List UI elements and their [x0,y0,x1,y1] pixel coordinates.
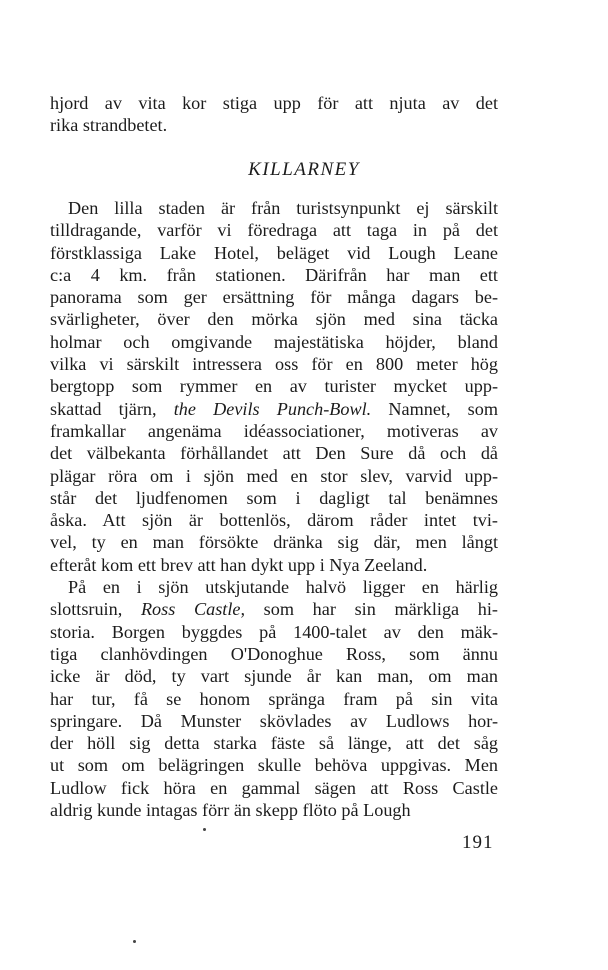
text-line [50,688,498,710]
text-line [50,398,498,420]
text-run: icke är död, ty vart sjunde år kan man, om man [50,666,498,687]
section-heading: KILLARNEY [248,159,360,180]
text-run: c:a 4 km. från stationen. Därifrån har man ett [50,264,498,285]
text-run: tilldragande, varför vi föredraga att taga in på det [50,220,498,241]
text-run: slottsruin, [50,599,141,620]
text-line [50,197,498,219]
text-line [50,331,498,353]
text-run: ut som om belägringen skulle behöva uppgivas. Men [50,755,498,776]
text-line [50,643,498,665]
text-run: bergtopp som rymmer en av turister mycket upp- [50,376,498,397]
text-run: skattad tjärn, [50,398,174,419]
text-line [50,598,498,620]
italic-title: the Devils Punch-Bowl. [173,398,372,419]
text-run: På en i sjön utskjutande halvö ligger en härlig [68,577,498,598]
text-run: plägar röra om i sjön med en stor slev, varvid upp- [50,465,498,486]
text-run: Den lilla staden är från turistsynpunkt ej särskilt [68,198,498,218]
text-line [50,264,498,286]
text-line [50,531,498,553]
text-line [50,576,498,598]
text-line: rika strandbetet. [50,115,168,136]
text-run: Namnet, som [371,398,498,419]
text-line [50,799,498,821]
italic-title: Ross Castle, [140,599,245,620]
intro-paragraph [50,92,498,137]
text-run: framkallar angenäma idéassociationer, motiveras av [50,420,498,441]
text-run: vilka vi särskilt intressera oss för en 800 meter hög [50,354,498,375]
text-line [50,487,498,509]
text-run: förstklassiga Lake Hotel, beläget vid Lough Leane [50,242,498,263]
text-line: hjord av vita kor stiga upp för att njuta av det [50,93,498,113]
text-run: holmar och omgivande majestätiska höjder, bland [50,331,498,352]
text-line [50,621,498,643]
text-run: har tur, få se honom spränga fram på sin vita [50,688,498,709]
text-run: tiga clanhövdingen O'Donoghue Ross, som ännu [50,643,498,664]
text-run: efteråt kom ett brev att han dykt upp i Nya Zeeland. [50,554,428,575]
text-line [50,777,498,799]
text-run: det välbekanta förhållandet att Den Sure då och då [50,443,498,464]
text-run: panorama som ger ersättning för många dagars be- [50,287,498,308]
text-run: der höll sig detta starka fäste så länge, att det såg [50,733,498,754]
text-run: svärligheter, över den mörka sjön med sina täcka [50,309,498,330]
text-run: står det ljudfenomen som i dagligt tal benämnes [50,487,498,508]
text-line [50,242,498,264]
text-run: vel, ty en man försökte dränka sig där, men långt [50,532,498,553]
text-line [50,442,498,464]
text-line [50,375,498,397]
text-line [50,353,498,375]
text-run: springare. Då Munster skövlades av Ludlows hor- [50,710,498,731]
text-line [50,465,498,487]
text-line [50,219,498,241]
text-line [50,420,498,442]
text-run: storia. Borgen byggdes på 1400-talet av den mäk- [50,621,498,642]
body-text [50,197,498,821]
text-line [50,732,498,754]
text-line [50,754,498,776]
page-number: 191 [462,832,494,853]
text-line [50,509,498,531]
text-line [50,308,498,330]
print-speck [133,940,136,943]
text-line [50,286,498,308]
text-run: som har sin märkliga hi- [245,599,498,620]
text-run: aldrig kunde intagas förr än skepp flöto på Lough [50,800,411,821]
text-line [50,710,498,732]
text-line [50,665,498,687]
text-run: åska. Att sjön är bottenlös, därom råder intet tvi- [50,510,498,531]
print-speck [203,828,206,831]
text-run: Ludlow fick höra en gammal sägen att Ross Castle [50,777,498,798]
text-line [50,554,498,576]
